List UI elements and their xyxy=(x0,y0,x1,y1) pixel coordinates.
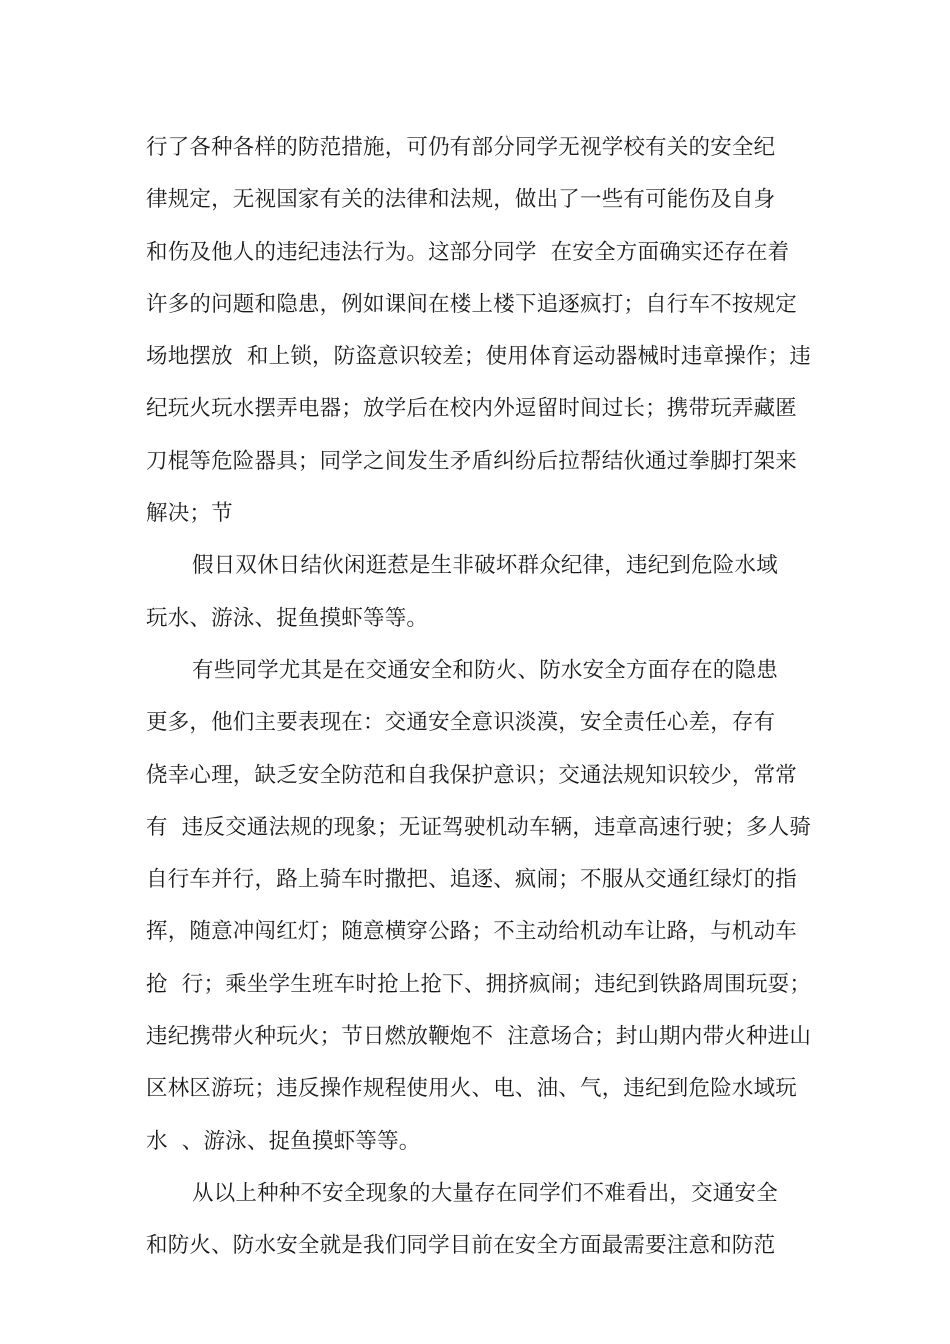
text-line: 玩水、游泳、捉鱼摸虾等等。 xyxy=(146,605,429,631)
text-line: 和伤及他人的违纪违法行为。这部分同学 在安全方面确实还存在着 xyxy=(146,239,790,265)
text-line: 场地摆放 和上锁，防盗意识较差；使用体育运动器械时违章操作；违 xyxy=(146,344,812,370)
body-text xyxy=(146,122,812,1273)
text-line: 有些同学尤其是在交通安全和防火、防水安全方面存在的隐患 xyxy=(192,657,778,683)
text-line: 刀棍等危险器具；同学之间发生矛盾纠纷后拉帮结伙通过拳脚打架来 xyxy=(146,448,798,474)
text-line: 从以上种种不安全现象的大量存在同学们不难看出，交通安全 xyxy=(192,1180,778,1206)
text-line: 水 、游泳、捉鱼摸虾等等。 xyxy=(146,1128,421,1154)
text-line: 律规定，无视国家有关的法律和法规，做出了一些有可能伤及自身 xyxy=(146,187,776,213)
text-line: 区林区游玩；违反操作规程使用火、电、油、气，违纪到危险水域玩 xyxy=(146,1076,798,1102)
text-line: 假日双休日结伙闲逛惹是生非破坏群众纪律，违纪到危险水域 xyxy=(192,553,778,579)
text-line: 侥幸心理，缺乏安全防范和自我保护意识；交通法规知识较少，常常 xyxy=(146,762,798,788)
text-line: 更多，他们主要表现在：交通安全意识淡漠，安全责任心差，存有 xyxy=(146,710,776,736)
text-line: 解决；节 xyxy=(146,501,233,527)
text-line: 行了各种各样的防范措施，可仍有部分同学无视学校有关的安全纪 xyxy=(146,135,776,160)
text-line: 抢 行；乘坐学生班车时抢上抢下、拥挤疯闹；违纪到铁路周围玩耍； xyxy=(146,971,812,997)
text-line: 挥，随意冲闯红灯；随意横穿公路；不主动给机动车让路，与机动车 xyxy=(146,919,798,945)
text-line: 自行车并行，路上骑车时撒把、追逐、疯闹；不服从交通红绿灯的指 xyxy=(146,867,798,893)
text-line: 许多的问题和隐患，例如课间在楼上楼下追逐疯打；自行车不按规定 xyxy=(146,291,798,317)
text-line: 有 违反交通法规的现象；无证驾驶机动车辆，违章高速行驶；多人骑 xyxy=(146,814,812,840)
text-line: 纪玩火玩水摆弄电器；放学后在校内外逗留时间过长；携带玩弄藏匿 xyxy=(146,396,798,422)
text-line: 违纪携带火种玩火；节日燃放鞭炮不 注意场合；封山期内带火种进山 xyxy=(146,1024,812,1050)
text-line: 和防火、防水安全就是我们同学目前在安全方面最需要注意和防范 xyxy=(146,1233,776,1259)
